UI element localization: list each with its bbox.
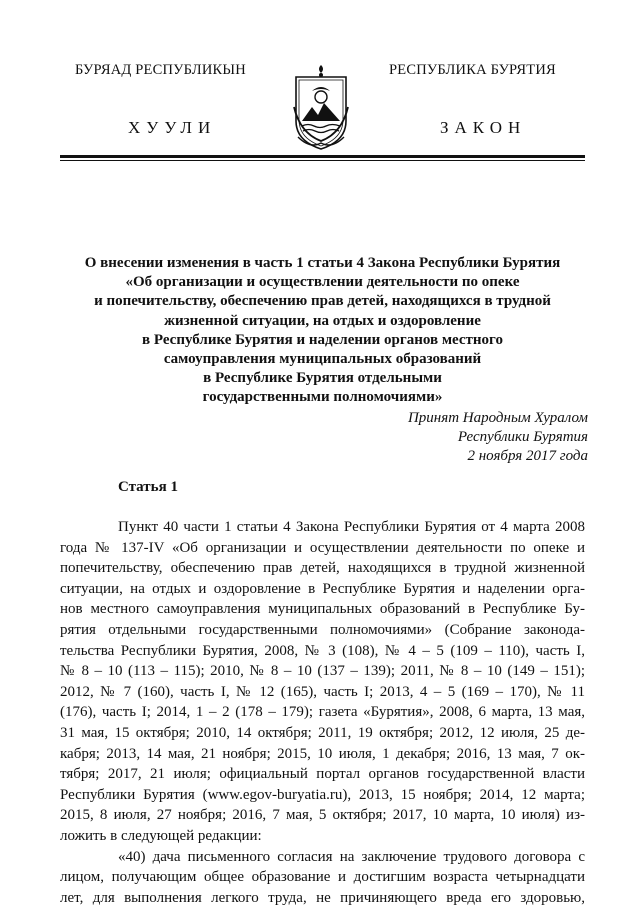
body-line: лицом, получающим общее образование и достигшим возраста четырнадцати (60, 869, 585, 886)
body-line: 2012, № 7 (160), часть I, № 12 (165), часть I; 2013, 4 – 5 (169 – 170), № 11 (60, 683, 585, 700)
header-republic-russian: РЕСПУБЛИКА БУРЯТИЯ (389, 62, 556, 78)
body-line: попечительству, обеспечению прав детей, находящихся в трудной жизненной (60, 560, 585, 577)
header-law-buryat: ХУУЛИ (128, 118, 217, 137)
title-line: жизненной ситуации, на отдых и оздоровление (164, 312, 481, 329)
body-line: (176), часть I; 2014, 1 – 2 (178 – 179); газета «Бурятия», 2008, 6 марта, 13 мая, (60, 704, 585, 721)
law-title (60, 254, 585, 408)
body-line: «40) дача письменного согласия на заключение трудового договора с (118, 848, 585, 865)
title-line: самоуправления муниципальных образований (163, 351, 482, 368)
header-law-russian: ЗАКОН (440, 118, 527, 137)
body-line: года № 137-IV «Об организации и осуществлении деятельности по опеке и (60, 539, 585, 556)
body-line: Республики Бурятия (www.egov-buryatia.ru), 2013, 15 ноября; 2014, 12 марта; (60, 786, 585, 803)
body-line: 31 мая, 15 октября; 2010, 14 октября; 2011, 19 октября; 2012, 12 июля, 25 де- (60, 724, 585, 741)
header-divider-thick (60, 155, 585, 158)
adoption-date: 2 ноября 2017 года (467, 448, 588, 464)
body-line: 2015, 8 июля, 27 ноября; 2016, 7 мая, 5 октября; 2017, 10 марта, 10 июля) из- (60, 807, 585, 824)
article-heading: Статья 1 (118, 479, 178, 495)
title-line: в Республике Бурятия и наделении органов местного (142, 331, 503, 348)
body-line: тельства Республики Бурятия, 2008, № 3 (108), № 4 – 5 (109 – 110), часть I, (60, 642, 585, 659)
body-line: кабря; 2013, 14 мая, 21 ноября; 2015, 10 июля, 1 декабря; 2016, 13 мая, 7 ок- (60, 745, 585, 762)
title-line: в Республике Бурятия отдельными (203, 370, 442, 387)
coat-of-arms-icon (290, 63, 352, 151)
body-line: тября; 2017, 21 июля; официальный портал органов государственной власти (60, 766, 585, 783)
adoption-line: Республики Бурятия (457, 429, 588, 445)
body-line: лет, для выполнения легкого труда, не причиняющего вреда его здоровью, (60, 889, 585, 906)
body-line: ложить в следующей редакции: (60, 827, 262, 844)
title-line: О внесении изменения в часть 1 статьи 4 Закона Республики Бурятия (84, 255, 561, 271)
body-line: рятия отдельными государственными полномочиями» (Собрание законода- (60, 621, 585, 638)
article-body (60, 517, 585, 908)
adoption-line: Принят Народным Хуралом (407, 410, 588, 426)
body-line: Пункт 40 части 1 статьи 4 Закона Республики Бурятия от 4 марта 2008 (118, 519, 585, 535)
adoption-note (408, 409, 588, 466)
title-line: «Об организации и осуществлении деятельности по опеке (125, 274, 520, 291)
header-republic-buryat: БУРЯАД РЕСПУБЛИКЫН (75, 62, 246, 78)
body-line: ситуации, на отдых и оздоровление в Республике Бурятия и наделении орга- (60, 580, 585, 597)
title-line: и попечительству, обеспечению прав детей, находящихся в трудной (94, 293, 551, 310)
title-line: государственными полномочиями» (202, 389, 443, 406)
header-divider-thin (60, 160, 585, 161)
body-line: нов местного самоуправления муниципальных образований в Республике Бу- (60, 601, 585, 618)
body-line: № 8 – 10 (113 – 115); 2010, № 8 – 10 (137 – 139); 2011, № 8 – 10 (149 – 151); (60, 663, 585, 680)
